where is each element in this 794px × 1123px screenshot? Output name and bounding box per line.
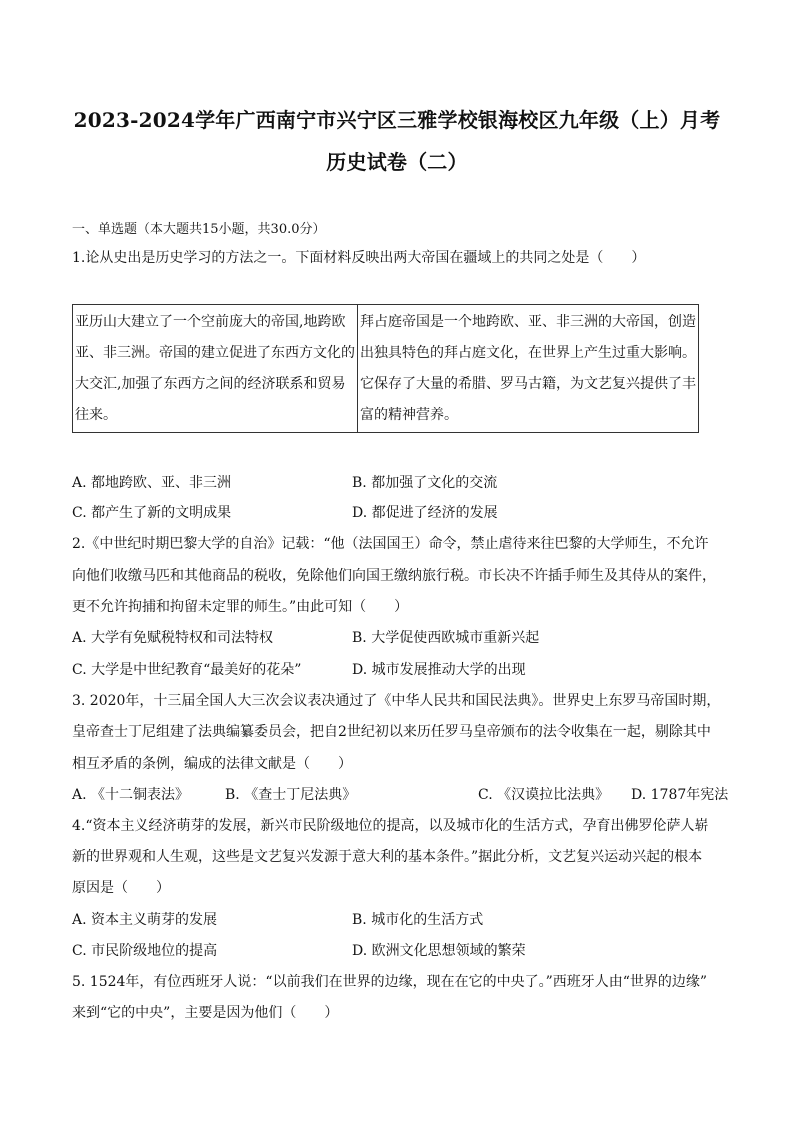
q2-stem-line: 2.《中世纪时期巴黎大学的自治》记载：“他（法国国王）命令，禁止虐待来往巴黎的大学师生，不允许: [72, 536, 709, 552]
q1-right-line: 富的精神营养。: [360, 407, 458, 423]
q2-option-b[interactable]: B. 大学促使西欧城市重新兴起: [352, 630, 540, 646]
q1-right-line: 拜占庭帝国是一个地跨欧、亚、非三洲的大帝国，创造: [360, 314, 696, 330]
q4-option-c[interactable]: C. 市民阶级地位的提高: [72, 943, 218, 959]
q5-stem-line: 5. 1524年，有位西班牙人说：“以前我们在世界的边缘，现在在它的中央了。”西班牙人由“世界的边缘”: [72, 974, 708, 990]
q2-stem-line: 更不允许拘捕和拘留未定罪的师生。”由此可知（ ）: [72, 599, 409, 615]
q3-option-a[interactable]: A. 《十二铜表法》: [72, 787, 190, 803]
q3-option-d[interactable]: D. 1787年宪法: [631, 787, 729, 803]
q1-option-d[interactable]: D. 都促进了经济的发展: [352, 505, 498, 521]
q1-material-right: [358, 305, 699, 433]
section-heading: 一、单选题（本大题共15小题，共30.0分）: [72, 222, 326, 237]
q1-material-table: [72, 304, 699, 433]
q1-right-line: 它保存了大量的希腊、罗马古籍，为文艺复兴提供了丰: [360, 376, 696, 392]
q1-left-line: 大交汇,加强了东西方之间的经济联系和贸易: [75, 376, 346, 392]
q3-stem-line: 相互矛盾的条例，编成的法律文献是（ ）: [72, 756, 352, 772]
q3-stem-line: 皇帝查士丁尼组建了法典编纂委员会，把自2世纪初以来历任罗马皇帝颁布的法令收集在一起，剔除其中: [72, 724, 711, 740]
q3-stem-line: 3. 2020年，十三届全国人大三次会议表决通过了《中华人民共和国民法典》。世界史上东罗马帝国时期，: [72, 693, 721, 709]
q2-option-d[interactable]: D. 城市发展推动大学的出现: [352, 662, 526, 678]
q3-option-b[interactable]: B. 《查士丁尼法典》: [225, 787, 357, 803]
q3-option-c[interactable]: C. 《汉谟拉比法典》: [478, 787, 610, 803]
q1-right-line: 出独具特色的拜占庭文化，在世界上产生过重大影响。: [360, 345, 696, 361]
q2-stem-line: 向他们收缴马匹和其他商品的税收，免除他们向国王缴纳旅行税。市长决不许插手师生及其侍从的案件，: [72, 568, 716, 584]
q4-stem-line: 4.“资本主义经济萌芽的发展，新兴市民阶级地位的提高，以及城市化的生活方式，孕育出佛罗伦萨人崭: [72, 818, 709, 834]
exam-title-line-1: 2023-2024学年广西南宁市兴宁区三雅学校银海校区九年级（上）月考: [73, 108, 721, 132]
q2-option-c[interactable]: C. 大学是中世纪教育“最美好的花朵”: [72, 662, 302, 678]
exam-title-line-2: 历史试卷（二）: [326, 150, 468, 174]
q1-left-line: 往来。: [75, 407, 117, 423]
q5-stem-line: 来到“它的中央”，主要是因为他们（ ）: [72, 1005, 339, 1021]
q1-stem: 1.论从史出是历史学习的方法之一。下面材料反映出两大帝国在疆域上的共同之处是（ ）: [72, 250, 646, 266]
q1-left-line: 亚、非三洲。帝国的建立促进了东西方文化的: [75, 345, 355, 361]
q4-stem-line: 原因是（ ）: [72, 880, 170, 896]
q1-option-a[interactable]: A. 都地跨欧、亚、非三洲: [72, 475, 232, 491]
q4-option-b[interactable]: B. 城市化的生活方式: [352, 912, 484, 928]
q1-option-c[interactable]: C. 都产生了新的文明成果: [72, 505, 232, 521]
q4-stem-line: 新的世界观和人生观，这些是文艺复兴发源于意大利的基本条件。”据此分析，文艺复兴运动兴起的根本: [72, 849, 703, 865]
q1-left-line: 亚历山大建立了一个空前庞大的帝国,地跨欧: [75, 314, 346, 330]
q4-option-a[interactable]: A. 资本主义萌芽的发展: [72, 912, 218, 928]
q1-material-left: [73, 305, 358, 433]
q4-option-d[interactable]: D. 欧洲文化思想领域的繁荣: [352, 943, 526, 959]
q2-option-a[interactable]: A. 大学有免赋税特权和司法特权: [72, 630, 274, 646]
q1-option-b[interactable]: B. 都加强了文化的交流: [352, 475, 498, 491]
